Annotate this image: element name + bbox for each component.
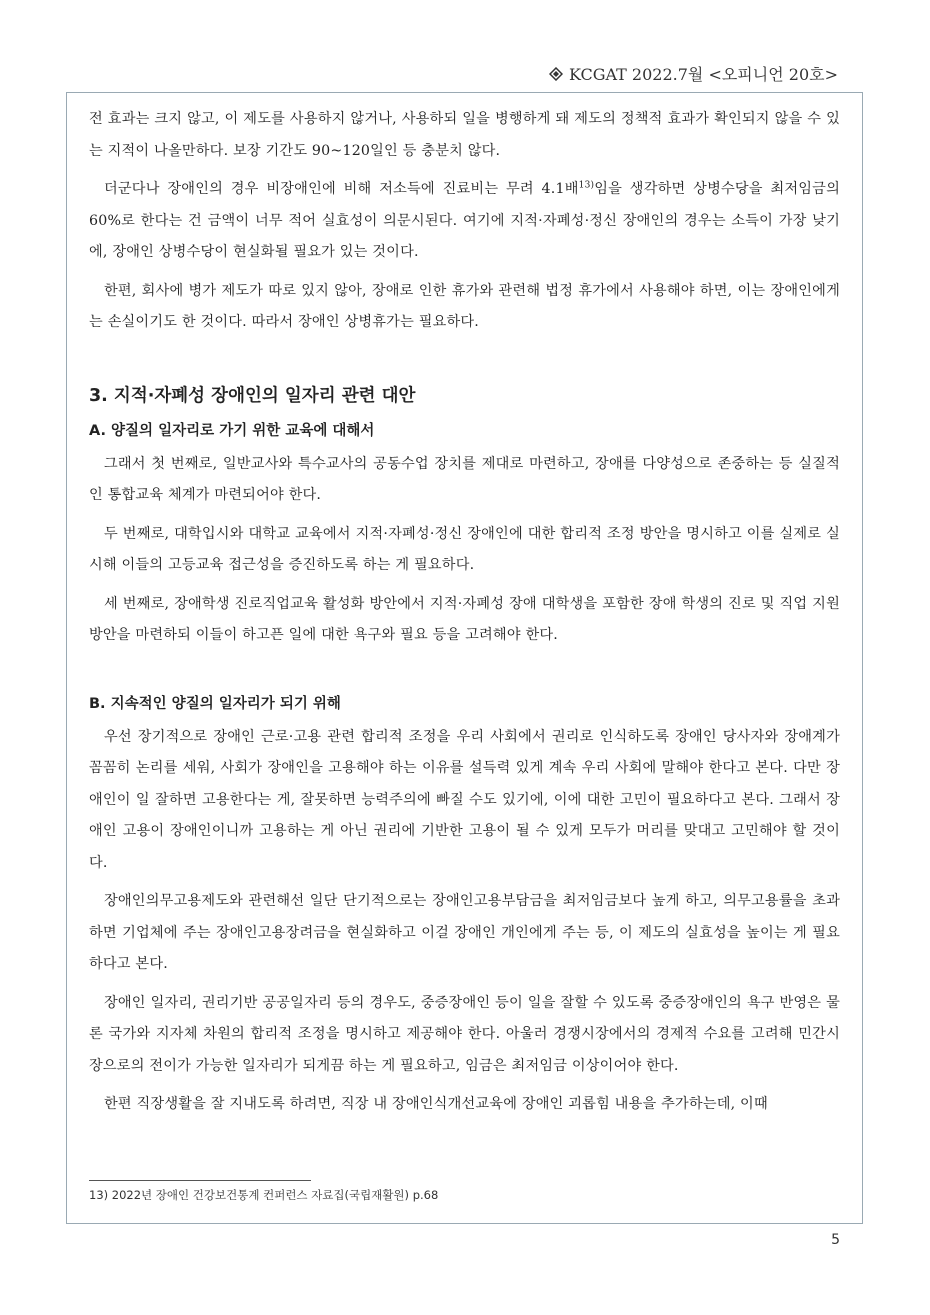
footnote-divider <box>89 1180 311 1181</box>
subsection-heading: A. 양질의 일자리로 가기 위한 교육에 대해서 <box>89 422 375 439</box>
page-header <box>549 62 838 85</box>
footnote-ref: 13) <box>578 180 595 191</box>
subsection-heading: B. 지속적인 양질의 일자리가 되기 위해 <box>89 695 341 712</box>
paragraph: 두 번째로, 대학입시와 대학교 교육에서 지적·자폐성·정신 장애인에 대한 합리적 조정 방안을 명시하고 이를 실제로 실시해 이들의 고등교육 접근성을 증진하도록 하는 게 필요하다. <box>89 525 840 573</box>
paragraph: 우선 장기적으로 장애인 근로·고용 관련 합리적 조정을 우리 사회에서 권리로 인식하도록 장애인 당사자와 장애계가 꼼꼼히 논리를 세워, 사회가 장애인을 고용해야 하는 이유를 설득력 있게 계속 우리 사회에 말해야 한다고 본다. 다만 장애인이 일 잘하면 고용한다는 게, 잘못하면 능력주의에 빠질 수도 있기에, 이에 대한 고민이 필요하다고 본다. 그래서 장애인 고용이 장애인이니까 고용하는 게 아닌 권리에 기반한 고용이 될 수 있게 모두가 머리를 맞대고 고민해야 할 것이다. <box>89 728 840 871</box>
paragraph: 한편, 회사에 병가 제도가 따로 있지 않아, 장애로 인한 휴가와 관련해 법정 휴가에서 사용해야 하면, 이는 장애인에게는 손실이기도 한 것이다. 따라서 장애인 상병휴가는 필요하다. <box>89 282 840 330</box>
header-text: KCGAT 2022.7월 <오피니언 20호> <box>568 65 838 84</box>
footnote: 13) 2022년 장애인 건강보건통계 컨퍼런스 자료집(국립재활원) p.68 <box>89 1188 439 1202</box>
paragraph: 장애인 일자리, 권리기반 공공일자리 등의 경우도, 중증장애인 등이 일을 잘할 수 있도록 중증장애인의 욕구 반영은 물론 국가와 지자체 차원의 합리적 조정을 명시하고 제공해야 한다. 아울러 경쟁시장에서의 경제적 수요를 고려해 민간시장으로의 전이가 가능한 일자리가 되게끔 하는 게 필요하고, 임금은 최저임금 이상이어야 한다. <box>89 994 840 1074</box>
document-body <box>89 104 840 1128</box>
paragraph: 전 효과는 크지 않고, 이 제도를 사용하지 않거나, 사용하되 일을 병행하게 돼 제도의 정책적 효과가 확인되지 않을 수 있는 지적이 나올만하다. 보장 기간도 90~120일인 등 충분치 않다. <box>89 111 840 159</box>
paragraph: 그래서 첫 번째로, 일반교사와 특수교사의 공동수업 장치를 제대로 마련하고, 장애를 다양성으로 존중하는 등 실질적인 통합교육 체계가 마련되어야 한다. <box>89 455 840 503</box>
paragraph: 한편 직장생활을 잘 지내도록 하려면, 직장 내 장애인식개선교육에 장애인 괴롭힘 내용을 추가하는데, 이때 <box>104 1096 768 1112</box>
paragraph: 세 번째로, 장애학생 진로직업교육 활성화 방안에서 지적·자폐성 장애 대학생을 포함한 장애 학생의 진로 및 직업 지원방안을 마련하되 이들이 하고픈 일에 대한 욕구와 필요 등을 고려해야 한다. <box>89 595 840 643</box>
section-heading: 3. 지적·자폐성 장애인의 일자리 관련 대안 <box>89 385 416 406</box>
paragraph: 더군다나 장애인의 경우 비장애인에 비해 저소득에 진료비는 무려 4.1배$^{13)}$임을 생각하면 상병수당을 최저임금의 60%로 한다는 건 금액이 너무 적어 실효성이 의문시된다. 여기에 지적·자폐성·정신 장애인의 경우는 소득이 가장 낮기에, 장애인 상병수당이 현실화될 필요가 있는 것이다. <box>89 180 840 260</box>
paragraph: 장애인의무고용제도와 관련해선 일단 단기적으로는 장애인고용부담금을 최저임금보다 높게 하고, 의무고용률을 초과하면 기업체에 주는 장애인고용장려금을 현실화하고 이걸 장애인 개인에게 주는 등, 이 제도의 실효성을 높이는 게 필요하다고 본다. <box>89 893 840 972</box>
diamond-icon <box>549 67 563 81</box>
page-number: 5 <box>831 1232 840 1248</box>
